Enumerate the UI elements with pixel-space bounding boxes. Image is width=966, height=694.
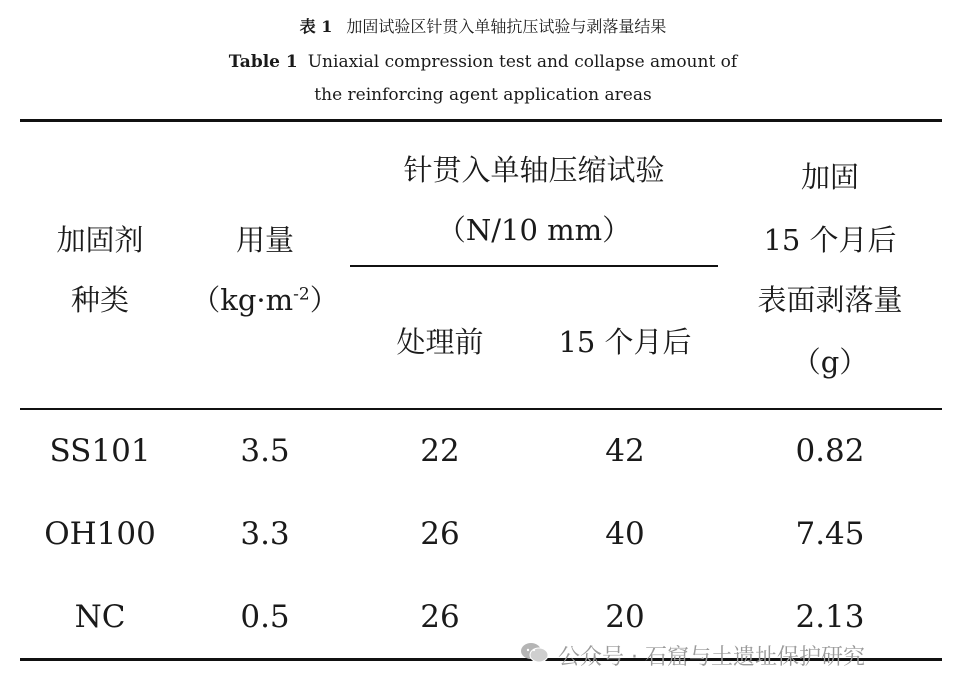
table-title-en-line1: Uniaxial compression test and collapse amount of (307, 52, 738, 72)
header-group-unit: （N/10 mm） (436, 213, 632, 247)
table-label-en: Table 1 (228, 52, 298, 72)
header-rule (20, 408, 942, 410)
watermark-text: 公众号 · 石窟与土遗址保护研究 (558, 645, 865, 670)
cell-collapse: 2.13 (795, 599, 865, 635)
cell-after: 40 (605, 516, 645, 552)
cell-dose: 3.5 (240, 433, 290, 469)
wechat-icon (520, 642, 550, 670)
group-rule (350, 265, 718, 267)
cell-before: 26 (420, 516, 460, 552)
header-before: 处理前 (396, 325, 484, 359)
cell-collapse: 0.82 (795, 433, 865, 469)
cell-type: SS101 (49, 433, 151, 469)
header-type-line1: 加固剂 (56, 223, 144, 257)
table-title-en-line2: the reinforcing agent application areas (314, 85, 652, 105)
table-caption-en (0, 52, 966, 72)
top-rule (20, 119, 942, 122)
table-label-cn: 表 1 (299, 17, 333, 36)
cell-before: 26 (420, 599, 460, 635)
header-collapse-line2: 15 个月后 (763, 223, 897, 257)
watermark (520, 640, 865, 671)
cell-before: 22 (420, 433, 460, 469)
header-collapse-line3: 表面剥落量 (757, 283, 903, 317)
header-collapse-line4: （g） (791, 345, 869, 379)
header-collapse-line1: 加固 (800, 160, 859, 194)
table-caption-cn (0, 14, 966, 37)
header-dose-unit-close: ） (309, 283, 339, 317)
header-dose-line2 (175, 278, 355, 319)
cell-dose: 0.5 (240, 599, 290, 635)
cell-type: OH100 (44, 516, 156, 552)
header-dose-line1: 用量 (235, 223, 294, 257)
table-title-cn: 加固试验区针贯入单轴抗压试验与剥落量结果 (346, 17, 667, 36)
cell-type: NC (74, 599, 126, 635)
header-after: 15 个月后 (558, 325, 692, 359)
cell-after: 20 (605, 599, 645, 635)
header-dose-unit: （kg·m (191, 283, 294, 317)
header-group-title: 针贯入单轴压缩试验 (403, 153, 665, 187)
header-type-line2: 种类 (70, 283, 129, 317)
cell-collapse: 7.45 (795, 516, 865, 552)
cell-dose: 3.3 (240, 516, 290, 552)
cell-after: 42 (605, 433, 645, 469)
header-dose-exponent: -2 (293, 284, 310, 305)
